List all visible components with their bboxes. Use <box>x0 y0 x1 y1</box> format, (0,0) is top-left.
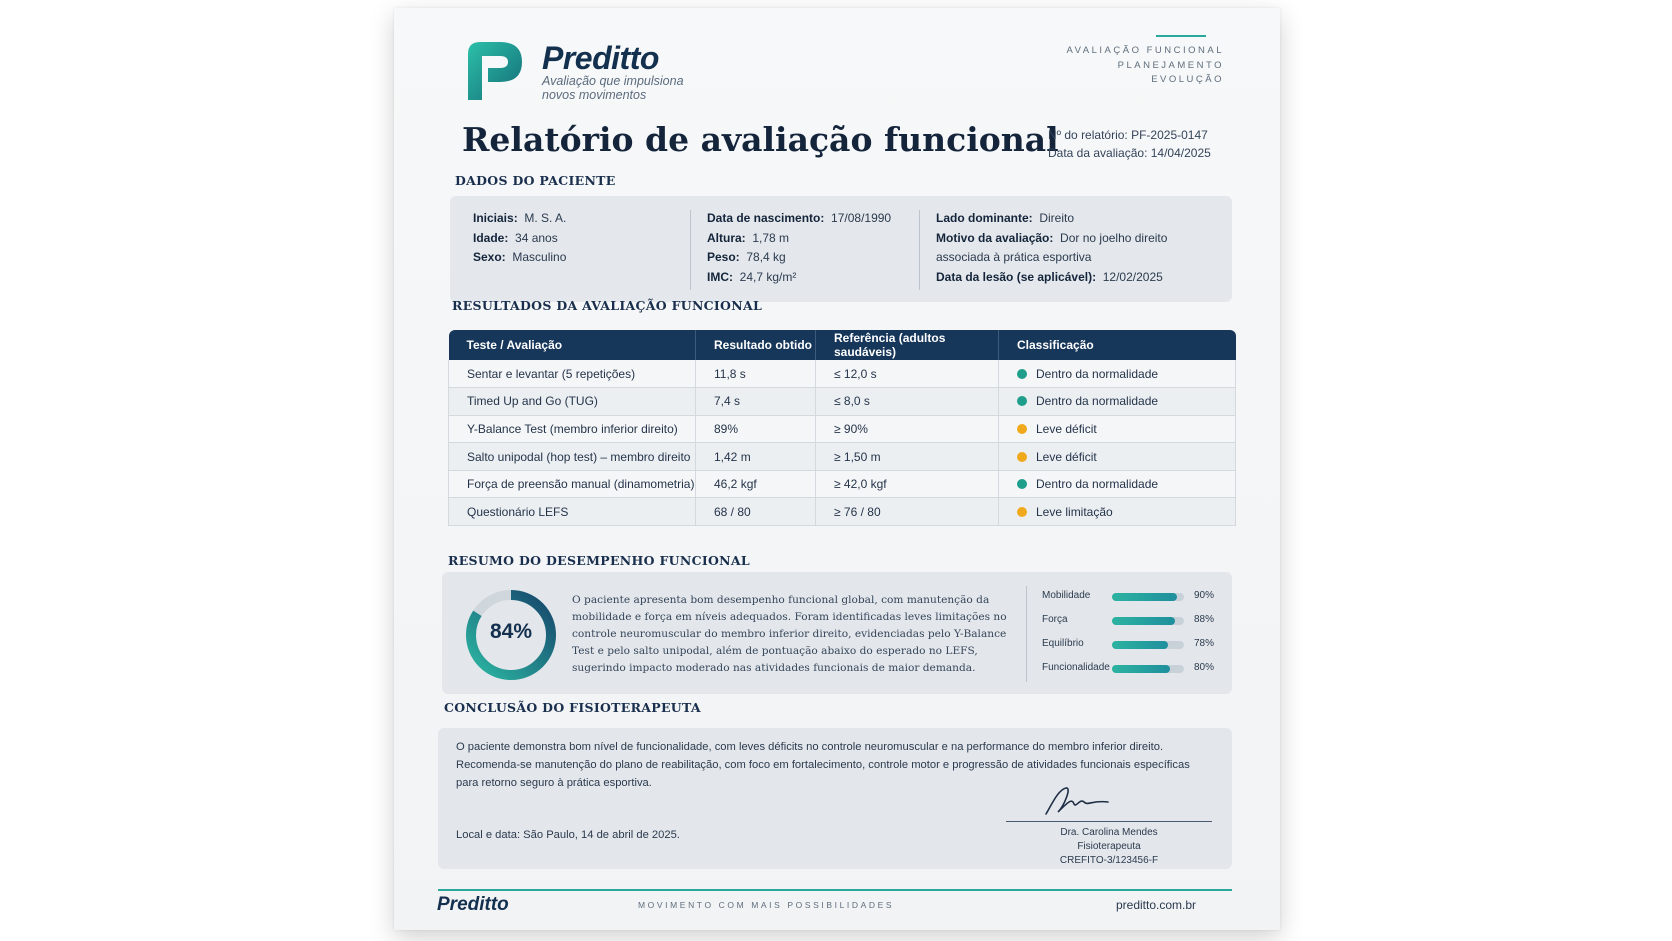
bar-value: 78% <box>1194 638 1215 649</box>
results-section-title: RESULTADOS DA AVALIAÇÃO FUNCIONAL <box>452 298 763 313</box>
report-date: Data da avaliação: 14/04/2025 <box>1048 146 1211 160</box>
cell-classification: Leve déficit <box>999 443 1236 471</box>
tagline-line-1: Avaliação que impulsiona <box>542 74 684 88</box>
brand-name: Preditto <box>542 40 659 76</box>
cell-test: Questionário LEFS <box>449 498 696 526</box>
page-title: Relatório de avaliação funcional <box>462 120 1059 159</box>
patient-col-2 <box>707 209 891 287</box>
bar-track <box>1112 593 1184 601</box>
status-dot-icon <box>1017 396 1027 406</box>
signer-name: Dra. Carolina Mendes <box>1060 827 1158 838</box>
summary-text: O paciente apresenta bom desempenho funcional global, com manutenção da mobilidade e força em níveis adequados. Foram identificadas leves limitações no controle neuromuscular do membro inferior direito, evidenciadas pelo Y-Balance Test e pelo salto unipodal, além de pontuação abaixo do esperado no LEFS, sugerindo impacto moderado nas atividades funcionais de maior demanda. <box>572 594 1007 674</box>
footer-url-link[interactable]: preditto.com.br <box>1116 898 1197 912</box>
column-divider <box>690 210 691 290</box>
footer-motto: MOVIMENTO COM MAIS POSSIBILIDADES <box>638 900 895 910</box>
bar-value: 88% <box>1194 614 1215 625</box>
cell-reference: ≥ 76 / 80 <box>816 498 999 526</box>
bar-track <box>1112 665 1184 673</box>
cell-test: Sentar e levantar (5 repetições) <box>449 360 696 388</box>
patient-field: Iniciais: M. S. A. <box>473 211 567 225</box>
patient-field: Motivo da avaliação: Dor no joelho direito <box>936 230 1168 245</box>
bar-row <box>1042 588 1232 606</box>
patient-section-title: DADOS DO PACIENTE <box>455 173 616 188</box>
tagline-line-2: novos movimentos <box>542 88 647 102</box>
cell-test: Salto unipodal (hop test) – membro direito <box>449 443 696 471</box>
status-dot-icon <box>1017 424 1027 434</box>
table-row <box>449 470 1236 498</box>
nav-item-evolucao: EVOLUÇÃO <box>1151 74 1224 85</box>
header-accent-line <box>1156 35 1206 37</box>
place-date: Local e data: São Paulo, 14 de abril de 2025. <box>456 829 680 841</box>
status-dot-icon <box>1017 479 1027 489</box>
table-row <box>449 360 1236 388</box>
status-dot-icon <box>1017 369 1027 379</box>
summary-section-title: RESUMO DO DESEMPENHO FUNCIONAL <box>448 553 750 568</box>
cell-result: 7,4 s <box>696 388 816 416</box>
bar-label: Força <box>1042 614 1068 625</box>
results-table <box>448 330 1236 526</box>
cell-reference: ≥ 1,50 m <box>816 443 999 471</box>
bar-track <box>1112 641 1184 649</box>
cell-reference: ≥ 90% <box>816 415 999 443</box>
cell-classification: Dentro da normalidade <box>999 360 1236 388</box>
bar-fill <box>1112 665 1170 673</box>
bar-row <box>1042 636 1232 654</box>
col-header-reference: Referência (adultos saudáveis) <box>816 330 999 360</box>
patient-field: Data de nascimento: 17/08/1990 <box>707 211 892 225</box>
cell-reference: ≥ 42,0 kgf <box>816 470 999 498</box>
signer-block <box>1006 826 1212 868</box>
cell-reference: ≤ 8,0 s <box>816 388 999 416</box>
signer-role: Fisioterapeuta <box>1077 841 1141 852</box>
preditto-logo-icon <box>466 38 524 102</box>
signature-icon <box>1042 784 1112 818</box>
footer-brand: Preditto <box>437 894 509 915</box>
status-dot-icon <box>1017 507 1027 517</box>
bar-fill <box>1112 617 1175 625</box>
patient-field: Lado dominante: Direito <box>936 211 1075 225</box>
report-meta <box>1048 126 1211 162</box>
table-row <box>449 415 1236 443</box>
cell-classification: Leve déficit <box>999 415 1236 443</box>
cell-result: 11,8 s <box>696 360 816 388</box>
header-nav <box>1067 44 1224 88</box>
cell-result: 68 / 80 <box>696 498 816 526</box>
table-row <box>449 498 1236 526</box>
cell-test: Timed Up and Go (TUG) <box>449 388 696 416</box>
cell-result: 89% <box>696 415 816 443</box>
patient-field: Peso: 78,4 kg <box>707 250 786 264</box>
cell-classification: Dentro da normalidade <box>999 470 1236 498</box>
bar-label: Mobilidade <box>1042 590 1091 601</box>
bar-row <box>1042 612 1232 630</box>
bar-label: Funcionalidade <box>1042 662 1110 673</box>
col-header-result: Resultado obtido <box>696 330 816 360</box>
bar-value: 80% <box>1194 662 1215 673</box>
cell-classification: Leve limitação <box>999 498 1236 526</box>
nav-item-planejamento: PLANEJAMENTO <box>1117 59 1224 71</box>
signature-line <box>1006 821 1212 822</box>
patient-col-1 <box>473 209 566 268</box>
bar-track <box>1112 617 1184 625</box>
patient-data-box <box>450 196 1232 302</box>
footer-accent-line <box>438 889 1232 891</box>
col-header-classification: Classificação <box>999 330 1236 360</box>
table-header-row <box>449 330 1236 360</box>
column-divider <box>919 210 920 290</box>
summary-divider <box>1026 586 1027 682</box>
report-sheet <box>394 8 1280 930</box>
table-row <box>449 443 1236 471</box>
cell-reference: ≤ 12,0 s <box>816 360 999 388</box>
report-number: Nº do relatório: PF-2025-0147 <box>1048 128 1208 142</box>
bar-fill <box>1112 641 1168 649</box>
cell-test: Y-Balance Test (membro inferior direito) <box>449 415 696 443</box>
patient-field: IMC: 24,7 kg/m² <box>707 269 797 284</box>
bar-row <box>1042 660 1232 678</box>
cell-test: Força de preensão manual (dinamometria) <box>449 470 696 498</box>
score-label: 84% <box>489 620 533 643</box>
table-row <box>449 388 1236 416</box>
cell-result: 1,42 m <box>696 443 816 471</box>
patient-field: Idade: 34 anos <box>473 230 558 245</box>
conclusion-text: O paciente demonstra bom nível de funcionalidade, com leves déficits no controle neuromuscular e na performance do membro inferior direito. Recomenda-se manutenção do plano de reabilitação, com foco em fortalecimento, controle motor e progressão de atividades funcionais específicas para retorno seguro à prática esportiva. <box>456 741 1190 789</box>
bar-fill <box>1112 593 1177 601</box>
cell-classification: Dentro da normalidade <box>999 388 1236 416</box>
signer-registration: CREFITO-3/123456-F <box>1059 855 1159 866</box>
cell-result: 46,2 kgf <box>696 470 816 498</box>
patient-field: Data da lesão (se aplicável): 12/02/2025 <box>936 269 1163 284</box>
conclusion-section-title: CONCLUSÃO DO FISIOTERAPEUTA <box>444 700 701 715</box>
patient-field: Sexo: Masculino <box>473 250 567 264</box>
patient-field: associada à prática esportiva <box>936 250 1092 264</box>
patient-col-3 <box>936 209 1167 287</box>
status-dot-icon <box>1017 452 1027 462</box>
patient-field: Altura: 1,78 m <box>707 230 790 245</box>
bar-value: 90% <box>1194 590 1215 601</box>
bar-label: Equilíbrio <box>1042 638 1084 649</box>
col-header-test: Teste / Avaliação <box>449 330 696 360</box>
nav-item-avaliacao: AVALIAÇÃO FUNCIONAL <box>1066 45 1224 56</box>
